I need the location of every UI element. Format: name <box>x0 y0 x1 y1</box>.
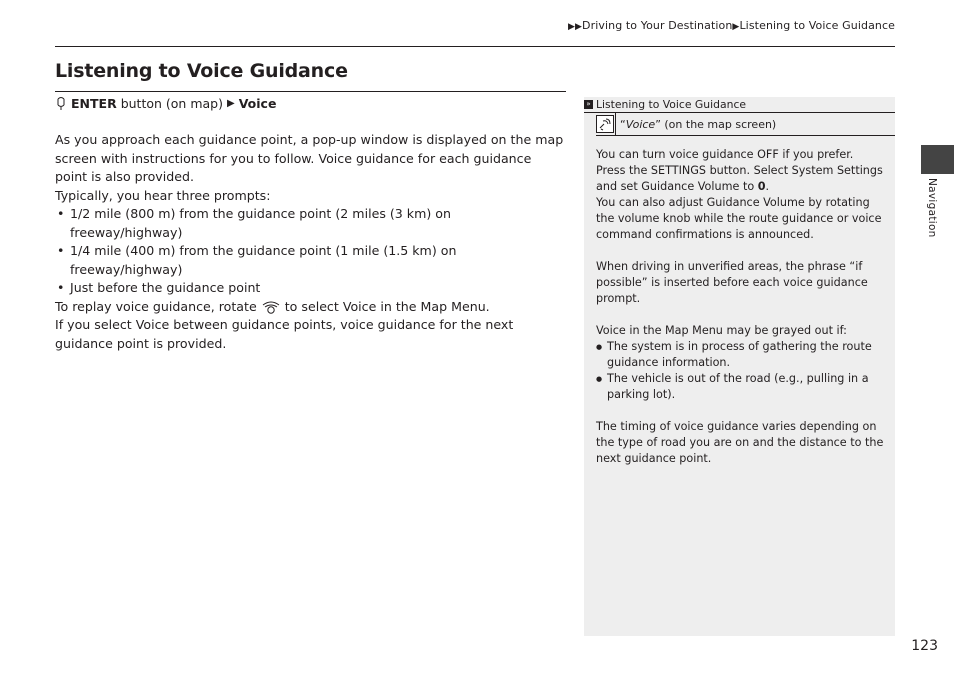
sidebar-paragraph-volume <box>596 195 886 243</box>
settings-button-label: SETTINGS <box>650 164 707 177</box>
sidebar-title: Listening to Voice Guidance <box>596 97 747 111</box>
enter-button-label: ENTER <box>71 96 117 111</box>
sidebar-text: to <box>742 180 755 193</box>
sidebar-text: . <box>765 180 770 193</box>
sidebar-text: in the Map Menu may be grayed out if: <box>629 324 847 337</box>
voice-command-divider <box>596 135 895 136</box>
sidebar-notes <box>584 97 895 636</box>
voice-command-label: Voice <box>625 117 656 131</box>
sidebar-body <box>596 147 886 467</box>
list-item: ● The vehicle is out of the road (e.g., pulling in a parking lot). <box>596 371 886 403</box>
sidebar-text: button. Select <box>709 164 789 177</box>
breadcrumb <box>568 19 895 32</box>
voice-command-text: “Voice” (on the map screen) <box>620 117 777 131</box>
sidebar-paragraph-unverified: When driving in unverified areas, the phrase “if possible” is inserted before each voice guidance prompt. <box>596 260 868 305</box>
menu-path-arrow: ▶ <box>226 98 235 109</box>
replay-text-start: To replay voice guidance, rotate <box>55 298 257 314</box>
header-divider <box>55 46 895 47</box>
list-item: • Just before the guidance point <box>55 279 567 298</box>
sidebar-paragraph-timing: The timing of voice guidance varies depending on the type of road you are on and the distance to the next guidance point. <box>596 420 884 465</box>
replay-text-end: in the Map Menu. <box>380 298 490 314</box>
breadcrumb-page: Listening to Voice Guidance <box>739 19 895 32</box>
guidance-volume-label: Guidance Volume <box>641 180 740 193</box>
main-content <box>55 131 567 353</box>
title-divider <box>55 91 566 92</box>
interface-dial-icon <box>55 97 67 111</box>
sidebar-text: by rotating the volume knob while the route guidance or voice command confirmations is announced. <box>596 196 882 241</box>
page-number: 123 <box>911 638 938 654</box>
breadcrumb-separator: ▶ <box>732 22 740 32</box>
menu-path-item: Voice <box>238 96 277 111</box>
select-text-start: If you select <box>55 317 132 332</box>
guidance-volume-label: Guidance Volume <box>706 196 805 209</box>
grayed-conditions-list <box>596 339 886 403</box>
voice-command-row <box>596 115 776 133</box>
sidebar-text: and set <box>596 180 638 193</box>
sidebar-paragraph-settings <box>596 147 886 195</box>
breadcrumb-section[interactable]: Driving to Your Destination <box>582 19 733 32</box>
page-title: Listening to Voice Guidance <box>55 60 348 82</box>
select-paragraph <box>55 316 567 353</box>
sidebar-paragraph-grayed <box>596 323 886 339</box>
voice-command-context: (on the map screen) <box>664 117 777 131</box>
select-voice-item: Voice <box>135 317 170 332</box>
replay-voice-item: Voice <box>342 298 377 314</box>
replay-paragraph <box>55 298 567 317</box>
note-marker-icon: » <box>584 100 593 109</box>
list-item: • 1/4 mile (400 m) from the guidance point (1 mile (1.5 km) on freeway/highway) <box>55 242 567 279</box>
system-settings-label: System Settings <box>791 164 883 177</box>
voice-item-label: Voice <box>596 324 626 337</box>
voice-icon-divider <box>615 113 616 135</box>
prompts-list <box>55 205 567 298</box>
volume-value: 0 <box>757 180 766 193</box>
breadcrumb-arrows: ▶▶ <box>567 22 583 32</box>
prompts-intro: Typically, you hear three prompts: <box>55 187 271 203</box>
menu-path <box>55 96 276 111</box>
list-item: ● The system is in process of gathering the route guidance information. <box>596 339 886 371</box>
intro-paragraph: As you approach each guidance point, a pop-up window is displayed on the map screen with instructions for you to follow. Voice guidance for each guidance point is also provided. <box>55 132 564 184</box>
section-tab-label: Navigation <box>926 178 938 238</box>
selector-knob-icon <box>261 300 281 314</box>
sidebar-text: You can turn voice guidance OFF if you prefer. Press the <box>596 148 854 177</box>
menu-path-context: button (on map) <box>120 96 223 111</box>
section-tab-marker[interactable] <box>921 145 954 174</box>
sidebar-header <box>584 97 895 113</box>
replay-text-middle: to select <box>284 298 339 314</box>
sidebar-text: You can also adjust <box>596 196 704 209</box>
voice-command-icon <box>596 115 614 133</box>
select-text-end: between guidance points, voice guidance for the next guidance point is provided. <box>55 317 514 351</box>
list-item: • 1/2 mile (800 m) from the guidance point (2 miles (3 km) on freeway/highway) <box>55 205 567 242</box>
